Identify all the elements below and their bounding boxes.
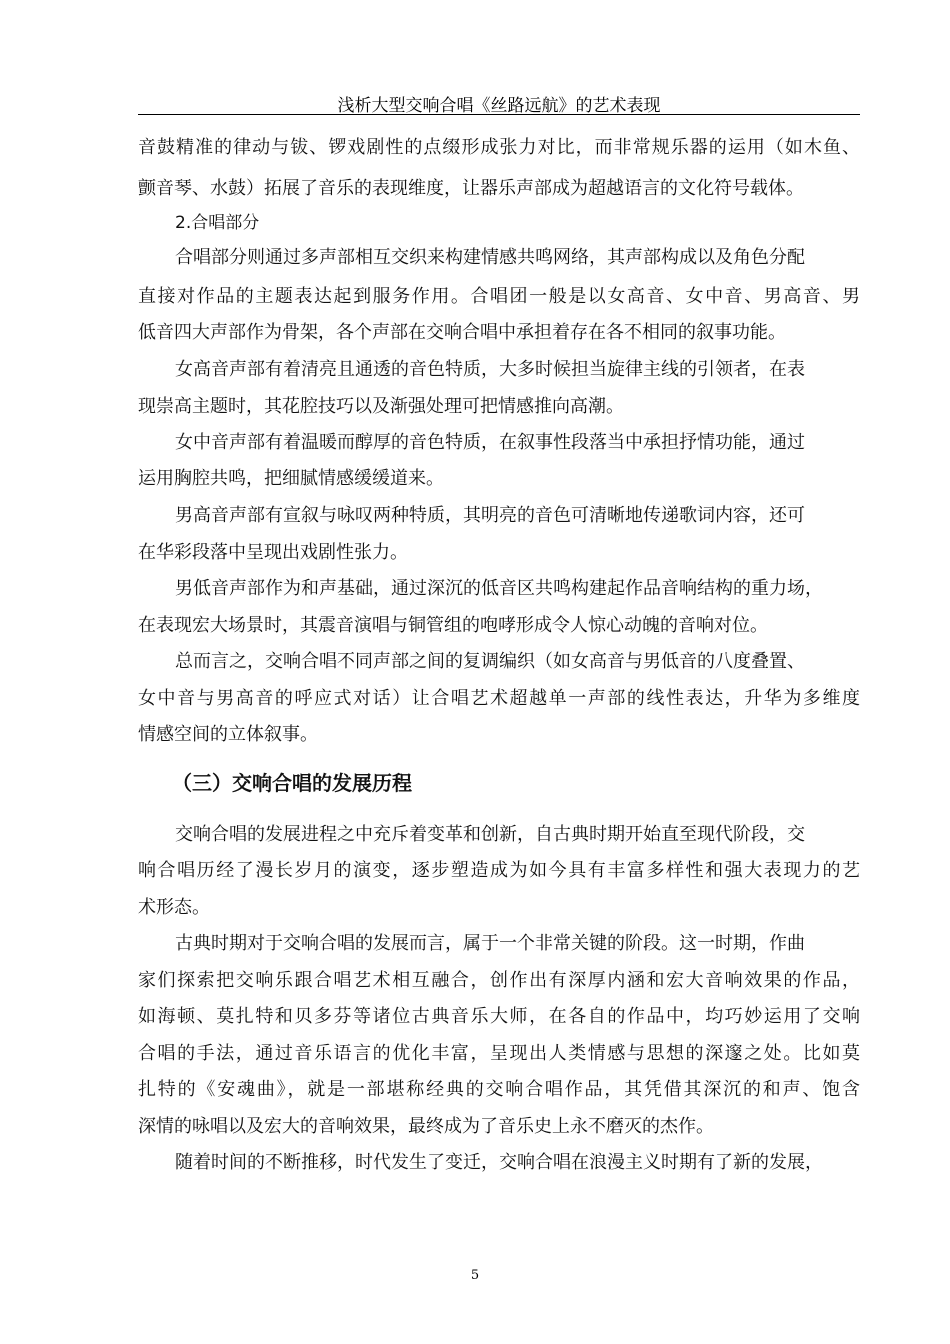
text-line: 响合唱历经了漫长岁月的演变，逐步塑造成为如今具有丰富多样性和强大表现力的艺: [138, 860, 860, 881]
text-line: 扎特的《安魂曲》，就是一部堪称经典的交响合唱作品，其凭借其深沉的和声、饱含: [138, 1079, 860, 1100]
text-line: 颤音琴、水鼓）拓展了音乐的表现维度，让器乐声部成为超越语言的文化符号载体。: [138, 178, 804, 199]
running-header: 浅析大型交响合唱《丝路远航》的艺术表现: [337, 96, 661, 116]
text-line: 运用胸腔共鸣，把细腻情感缓缓道来。: [138, 468, 444, 489]
section-heading: （三）交响合唱的发展历程: [172, 771, 412, 795]
text-line: 直接对作品的主题表达起到服务作用。合唱团一般是以女高音、女中音、男高音、男: [138, 286, 860, 307]
text-line: 合唱的手法，通过音乐语言的优化丰富，呈现出人类情感与思想的深邃之处。比如莫: [138, 1043, 860, 1064]
text-line: 深情的咏唱以及宏大的音响效果，最终成为了音乐史上永不磨灭的杰作。: [138, 1116, 714, 1137]
text-line: 交响合唱的发展进程之中充斥着变革和创新，自古典时期开始直至现代阶段，交: [175, 824, 805, 845]
text-line: 低音四大声部作为骨架，各个声部在交响合唱中承担着存在各不相同的叙事功能。: [138, 322, 786, 343]
text-line: 术形态。: [138, 897, 210, 918]
text-line: 音鼓精准的律动与钹、锣戏剧性的点缀形成张力对比，而非常规乐器的运用（如木鱼、: [138, 137, 860, 158]
text-line: 随着时间的不断推移，时代发生了变迁，交响合唱在浪漫主义时期有了新的发展，: [175, 1152, 823, 1173]
text-line: 男低音声部作为和声基础，通过深沉的低音区共鸣构建起作品音响结构的重力场，: [175, 578, 823, 599]
page-number: 5: [470, 1268, 480, 1283]
text-line: 女中音声部有着温暖而醇厚的音色特质，在叙事性段落当中承担抒情功能，通过: [175, 432, 805, 453]
text-line: 男高音声部有宣叙与咏叹两种特质，其明亮的音色可清晰地传递歌词内容，还可: [175, 505, 805, 526]
text-line: 在表现宏大场景时，其震音演唱与铜管组的咆哮形成令人惊心动魄的音响对位。: [138, 615, 768, 636]
text-line: 家们探索把交响乐跟合唱艺术相互融合，创作出有深厚内涵和宏大音响效果的作品，: [138, 970, 860, 991]
text-line: 总而言之，交响合唱不同声部之间的复调编织（如女高音与男低音的八度叠置、: [175, 651, 805, 672]
text-line: 在华彩段落中呈现出戏剧性张力。: [138, 542, 408, 563]
text-line: 如海顿、莫扎特和贝多芬等诸位古典音乐大师，在各自的作品中，均巧妙运用了交响: [138, 1006, 860, 1027]
text-line: 古典时期对于交响合唱的发展而言，属于一个非常关键的阶段。这一时期，作曲: [175, 933, 805, 954]
text-line: 女高音声部有着清亮且通透的音色特质，大多时候担当旋律主线的引领者，在表: [175, 359, 805, 380]
header-rule: [138, 114, 860, 115]
text-line: 女中音与男高音的呼应式对话）让合唱艺术超越单一声部的线性表达，升华为多维度: [138, 688, 860, 709]
text-line: 现崇高主题时，其花腔技巧以及渐强处理可把情感推向高潮。: [138, 396, 624, 417]
subsection-heading: 2.合唱部分: [175, 213, 260, 233]
text-line: 情感空间的立体叙事。: [138, 724, 318, 745]
text-line: 合唱部分则通过多声部相互交织来构建情感共鸣网络，其声部构成以及角色分配: [175, 247, 805, 268]
